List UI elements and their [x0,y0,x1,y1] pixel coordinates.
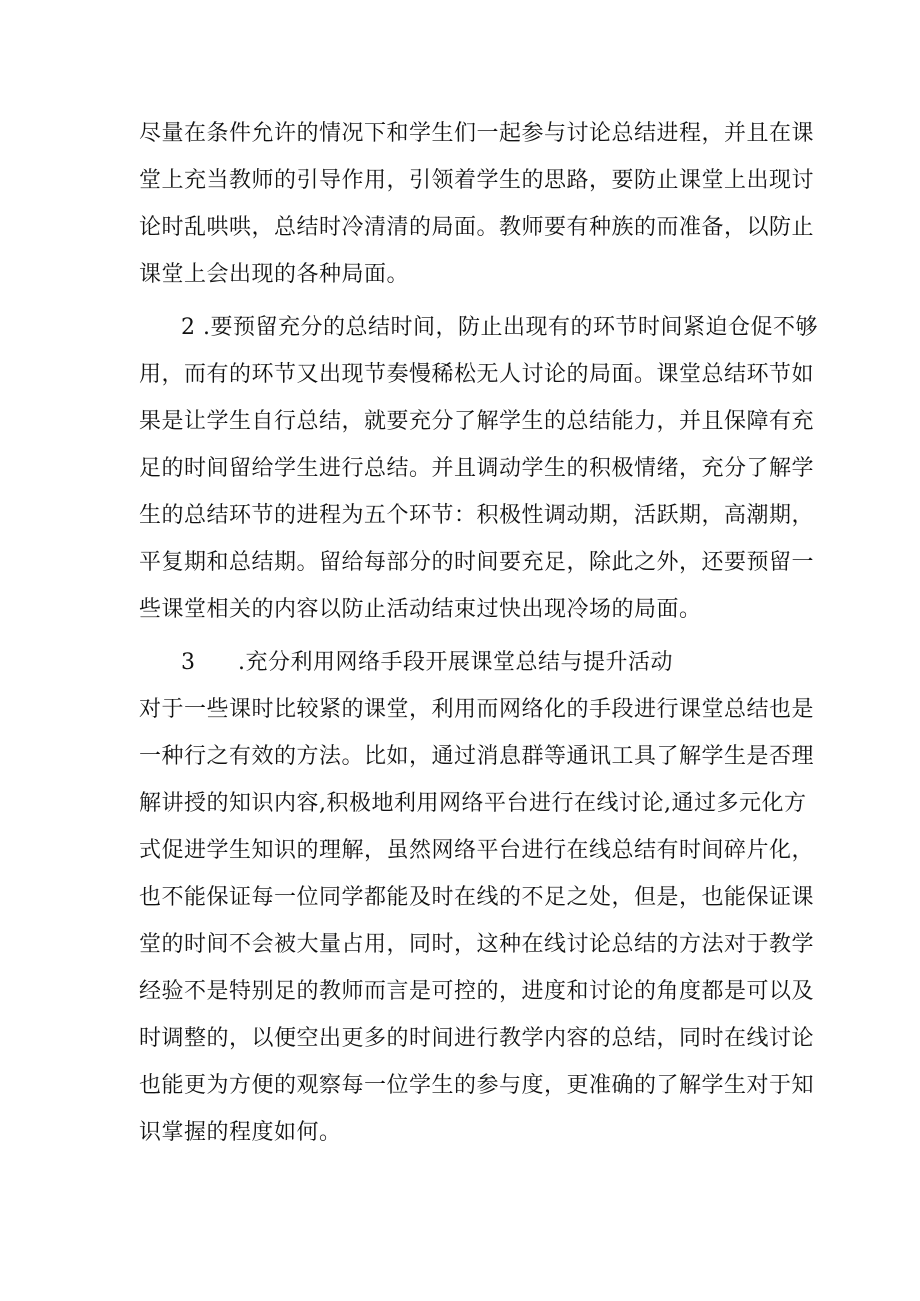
paragraph-line: 一种行之有效的方法。比如，通过消息群等通讯工具了解学生是否理 [139,744,815,769]
paragraph-line: 生的总结环节的进程为五个环节：积极性调动期，活跃期，高潮期， [139,503,815,528]
paragraph-line: 论时乱哄哄，总结时冷清清的局面。教师要有种族的而准备，以防止 [139,215,815,240]
paragraph-line: 解讲授的知识内容,积极地利用网络平台进行在线讨论,通过多元化方 [139,791,807,816]
paragraph-line: 用，而有的环节又出现节奏慢稀松无人讨论的局面。课堂总结环节如 [139,362,815,387]
paragraph-line: 尽量在条件允许的情况下和学生们一起参与讨论总结进程，并且在课 [139,121,815,146]
paragraph-line: 堂上充当教师的引导作用，引领着学生的思路，要防止课堂上出现讨 [139,168,815,193]
paragraph-line: 足的时间留给学生进行总结。并且调动学生的积极情绪，充分了解学 [139,456,815,481]
paragraph-line: 式促进学生知识的理解，虽然网络平台进行在线总结有时间碎片化， [139,838,815,863]
paragraph-line: 堂的时间不会被大量占用，同时，这种在线讨论总结的方法对于教学 [139,932,815,957]
paragraph-line: 课堂上会出现的各种局面。 [139,262,410,287]
paragraph-line: 经验不是特别足的教师而言是可控的，进度和讨论的角度都是可以及 [139,979,815,1004]
paragraph-line: 也不能保证每一位同学都能及时在线的不足之处，但是，也能保证课 [139,885,815,910]
paragraph-line: 时调整的，以便空出更多的时间进行教学内容的总结，同时在线讨论 [139,1026,815,1051]
heading-text: .充分利用网络手段开展课堂总结与提升活动 [238,650,673,675]
paragraph-line: 些课堂相关的内容以防止活动结束过快出现冷场的局面。 [139,597,702,622]
paragraph-line: 果是让学生自行总结，就要充分了解学生的总结能力，并且保障有充 [139,409,815,434]
paragraph-line: 识掌握的程度如何。 [139,1120,342,1145]
paragraph-line: 2 .要预留充分的总结时间，防止出现有的环节时间紧迫仓促不够 [181,315,818,340]
heading-number: 3 [181,650,195,675]
paragraph-line: 平复期和总结期。留给每部分的时间要充足，除此之外，还要预留一 [139,550,815,575]
paragraph-line: 对于一些课时比较紧的课堂，利用而网络化的手段进行课堂总结也是 [139,697,815,722]
paragraph-line: 也能更为方便的观察每一位学生的参与度，更准确的了解学生对于知 [139,1073,815,1098]
